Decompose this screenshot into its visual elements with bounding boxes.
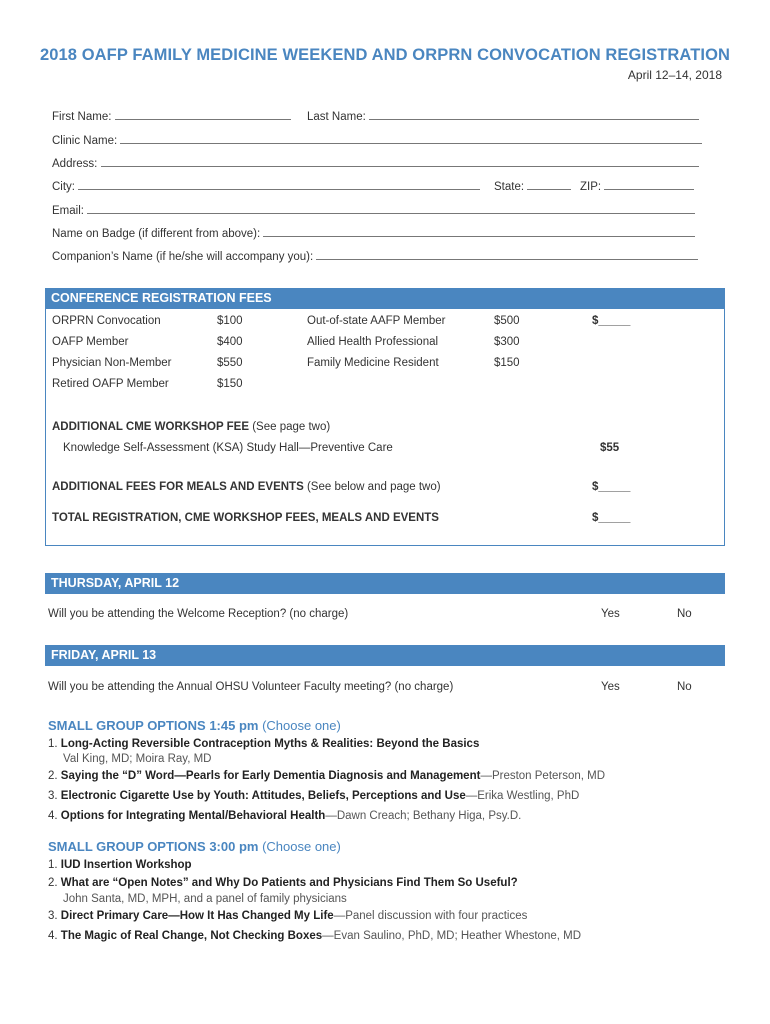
option-title: The Magic of Real Change, Not Checking Boxes — [60, 930, 323, 942]
cme-workshop-price: $55 — [600, 442, 620, 454]
clinic-name-label: Clinic Name: — [52, 135, 118, 147]
session-option[interactable] — [48, 910, 527, 922]
option-presenters: —Erika Westling, PhD — [465, 790, 580, 802]
fee-price: $150 — [494, 357, 520, 369]
state-field[interactable] — [527, 180, 571, 190]
fee-price: $150 — [217, 378, 243, 390]
first-name-label: First Name: — [52, 111, 112, 123]
badge-name-row — [52, 227, 695, 240]
session-option[interactable] — [48, 930, 581, 942]
fee-price: $500 — [494, 315, 520, 327]
fee-price: $300 — [494, 336, 520, 348]
option-number: 4. — [48, 930, 58, 942]
option-title: What are “Open Notes” and Why Do Patients and Physicians Find Them So Useful? — [60, 877, 518, 889]
meals-events-note: (See below and page two) — [306, 481, 441, 493]
option-number: 1. — [48, 859, 58, 871]
option-title: Options for Integrating Mental/Behavioral Health — [60, 810, 326, 822]
option-title: Direct Primary Care—How It Has Changed My Life — [60, 910, 334, 922]
grand-total-title: TOTAL REGISTRATION, CME WORKSHOP FEES, MEALS AND EVENTS — [52, 512, 439, 524]
option-number: 4. — [48, 810, 58, 822]
clinic-name-row — [52, 134, 702, 147]
zip-row — [580, 180, 694, 193]
fee-name: Allied Health Professional — [307, 336, 439, 348]
city-field[interactable] — [78, 180, 480, 190]
option-number: 2. — [48, 770, 58, 782]
option-title: Electronic Cigarette Use by Youth: Attitudes, Beliefs, Perceptions and Use — [60, 790, 466, 802]
cme-workshop-item: Knowledge Self-Assessment (KSA) Study Hall—Preventive Care — [63, 442, 393, 454]
small-group-1-choose: (Choose one) — [262, 718, 341, 733]
companion-name-label: Companion’s Name (if he/she will accompany you): — [52, 251, 314, 263]
option-number: 3. — [48, 910, 58, 922]
city-label: City: — [52, 181, 75, 193]
last-name-field[interactable] — [369, 110, 699, 120]
faculty-meeting-yes[interactable]: Yes — [601, 681, 620, 693]
address-field[interactable] — [101, 157, 699, 167]
cme-workshop-title: ADDITIONAL CME WORKSHOP FEE — [52, 421, 249, 433]
small-group-1-title: SMALL GROUP OPTIONS 1:45 pm — [48, 718, 259, 733]
welcome-reception-question: Will you be attending the Welcome Reception? (no charge) — [48, 608, 349, 620]
meals-total-blank[interactable]: $_____ — [592, 481, 631, 493]
option-number: 2. — [48, 877, 58, 889]
address-row — [52, 157, 699, 170]
grand-total-blank[interactable]: $_____ — [592, 512, 631, 524]
last-name-row — [307, 110, 699, 123]
cme-workshop-heading — [52, 421, 330, 433]
session-option[interactable] — [48, 790, 579, 802]
fee-name: OAFP Member — [52, 336, 129, 348]
clinic-name-field[interactable] — [120, 134, 702, 144]
session-option[interactable] — [48, 810, 521, 822]
meals-events-title: ADDITIONAL FEES FOR MEALS AND EVENTS — [52, 481, 304, 493]
session-option[interactable] — [48, 877, 518, 889]
option-presenters: Val King, MD; Moira Ray, MD — [63, 753, 212, 765]
city-row — [52, 180, 480, 193]
small-group-2-choose: (Choose one) — [262, 839, 341, 854]
first-name-field[interactable] — [115, 110, 291, 120]
meals-events-heading — [52, 481, 441, 493]
fee-price: $400 — [217, 336, 243, 348]
session-option[interactable] — [48, 859, 192, 871]
option-title: Saying the “D” Word—Pearls for Early Dementia Diagnosis and Management — [60, 770, 481, 782]
option-title: IUD Insertion Workshop — [60, 859, 192, 871]
session-option[interactable] — [48, 770, 605, 782]
last-name-label: Last Name: — [307, 111, 366, 123]
badge-name-label: Name on Badge (if different from above): — [52, 228, 261, 240]
option-title: Long-Acting Reversible Contraception Myths & Realities: Beyond the Basics — [60, 738, 480, 750]
session-option[interactable] — [48, 738, 479, 750]
faculty-meeting-question: Will you be attending the Annual OHSU Volunteer Faculty meeting? (no charge) — [48, 681, 454, 693]
first-name-row — [52, 110, 291, 123]
small-group-1-heading — [48, 718, 341, 733]
fee-name: Family Medicine Resident — [307, 357, 439, 369]
fee-name: Retired OAFP Member — [52, 378, 169, 390]
event-dates: April 12–14, 2018 — [627, 68, 722, 82]
fee-name: ORPRN Convocation — [52, 315, 161, 327]
option-number: 3. — [48, 790, 58, 802]
address-label: Address: — [52, 158, 98, 170]
fee-price: $100 — [217, 315, 243, 327]
state-label: State: — [494, 181, 525, 193]
welcome-reception-yes[interactable]: Yes — [601, 608, 620, 620]
fee-name: Physician Non-Member — [52, 357, 172, 369]
option-presenters: John Santa, MD, MPH, and a panel of family physicians — [63, 893, 347, 905]
option-presenters: —Panel discussion with four practices — [333, 910, 528, 922]
email-row — [52, 204, 695, 217]
friday-header: FRIDAY, APRIL 13 — [45, 645, 725, 666]
fee-price: $550 — [217, 357, 243, 369]
badge-name-field[interactable] — [263, 227, 695, 237]
state-row — [494, 180, 571, 193]
thursday-header: THURSDAY, APRIL 12 — [45, 573, 725, 594]
option-presenters: —Dawn Creach; Bethany Higa, Psy.D. — [325, 810, 522, 822]
cme-workshop-note: (See page two) — [252, 421, 331, 433]
email-field[interactable] — [87, 204, 695, 214]
fee-name: Out-of-state AAFP Member — [307, 315, 446, 327]
registration-fees-header: CONFERENCE REGISTRATION FEES — [45, 288, 725, 309]
small-group-2-heading — [48, 839, 341, 854]
small-group-2-title: SMALL GROUP OPTIONS 3:00 pm — [48, 839, 259, 854]
email-label: Email: — [52, 205, 84, 217]
companion-name-row — [52, 250, 698, 263]
welcome-reception-no[interactable]: No — [677, 608, 692, 620]
faculty-meeting-no[interactable]: No — [677, 681, 692, 693]
zip-label: ZIP: — [580, 181, 602, 193]
option-presenters: —Preston Peterson, MD — [480, 770, 606, 782]
companion-name-field[interactable] — [316, 250, 698, 260]
registration-total-blank[interactable]: $_____ — [592, 315, 631, 327]
page-title: 2018 OAFP FAMILY MEDICINE WEEKEND AND ORPRN CONVOCATION REGISTRATION — [39, 46, 731, 64]
zip-field[interactable] — [604, 180, 694, 190]
option-presenters: —Evan Saulino, PhD, MD; Heather Whestone, MD — [322, 930, 582, 942]
option-number: 1. — [48, 738, 58, 750]
